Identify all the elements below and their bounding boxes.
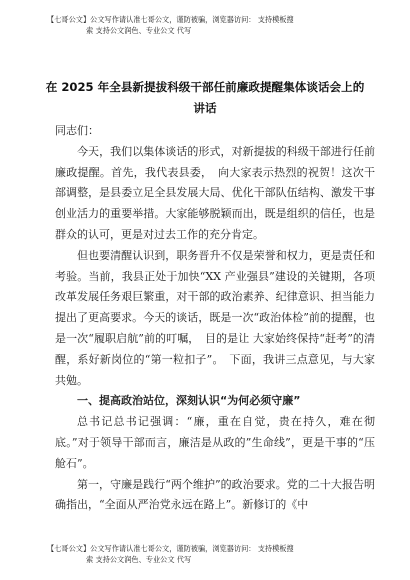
section-heading: 一、提高政治站位，深刻认识“为何必须守廉” [77,394,301,408]
banner-line-2: 索 支持公文润色、专业公文 代写 [86,555,192,564]
body-paragraph: 今天，我们以集体谈话的形式，对新提拔的科级干部进行任前廉政提醒。首先，我代表县委， 向大家表示热烈的祝贺！这次干部调整，是县委立足全县发展大局、优化干部队伍结构、激发干事创业活力的重要举措。大家能够脱颖而出，既是组织的信任，也是群众的认可，更是对过去工作的充分肯定。 [55,144,375,241]
banner-line-1: 【七哥公文】公文写作请认准七哥公文，谨防被骗，浏览器访问： 支持模板搜 [47,15,294,24]
footer-banner [0,543,410,565]
header-banner [0,14,410,36]
salutation: 同志们： [55,124,99,137]
body-paragraph: 但也要清醒认识到，职务晋升不仅是荣誉和权力，更是责任和考验。当前，我县正处于加快“XX 产业强县”建设的关键期，各项改革发展任务艰巨繁重，对干部的政治素养、纪律意识、担当能力提出了更高要求。今天的谈话，既是一次“政治体检”前的提醒，也是一次“履职启航”前的叮嘱， 目的是让 大家始终保持“赶考”的清醒，系好新岗位的“第一粒扣子”。 下面，我讲三点意见，与大家共勉。 [55,248,375,387]
document-title: 在 2025 年全县新提拔科级干部任前廉政提醒集体谈话会上的讲话 [45,80,365,115]
body-paragraph: 第一，守廉是践行“两个维护”的政治要求。党的二十大报告明确指出，“全面从严治党永远在路上”。新修订的《中 [55,477,375,512]
body-paragraph: 总书记总书记强调：“廉，重在自觉，贵在持久，难在彻底。”对于领导干部而言，廉洁是从政的”生命线”，更是干事的“压舱石”。 [55,415,375,470]
document-body [55,121,375,516]
banner-line-2: 索 支持公文润色、专业公文 代写 [86,26,192,35]
banner-line-1: 【七哥公文】公文写作请认准七哥公文，谨防被骗，浏览器访问： 支持模板搜 [47,544,294,553]
